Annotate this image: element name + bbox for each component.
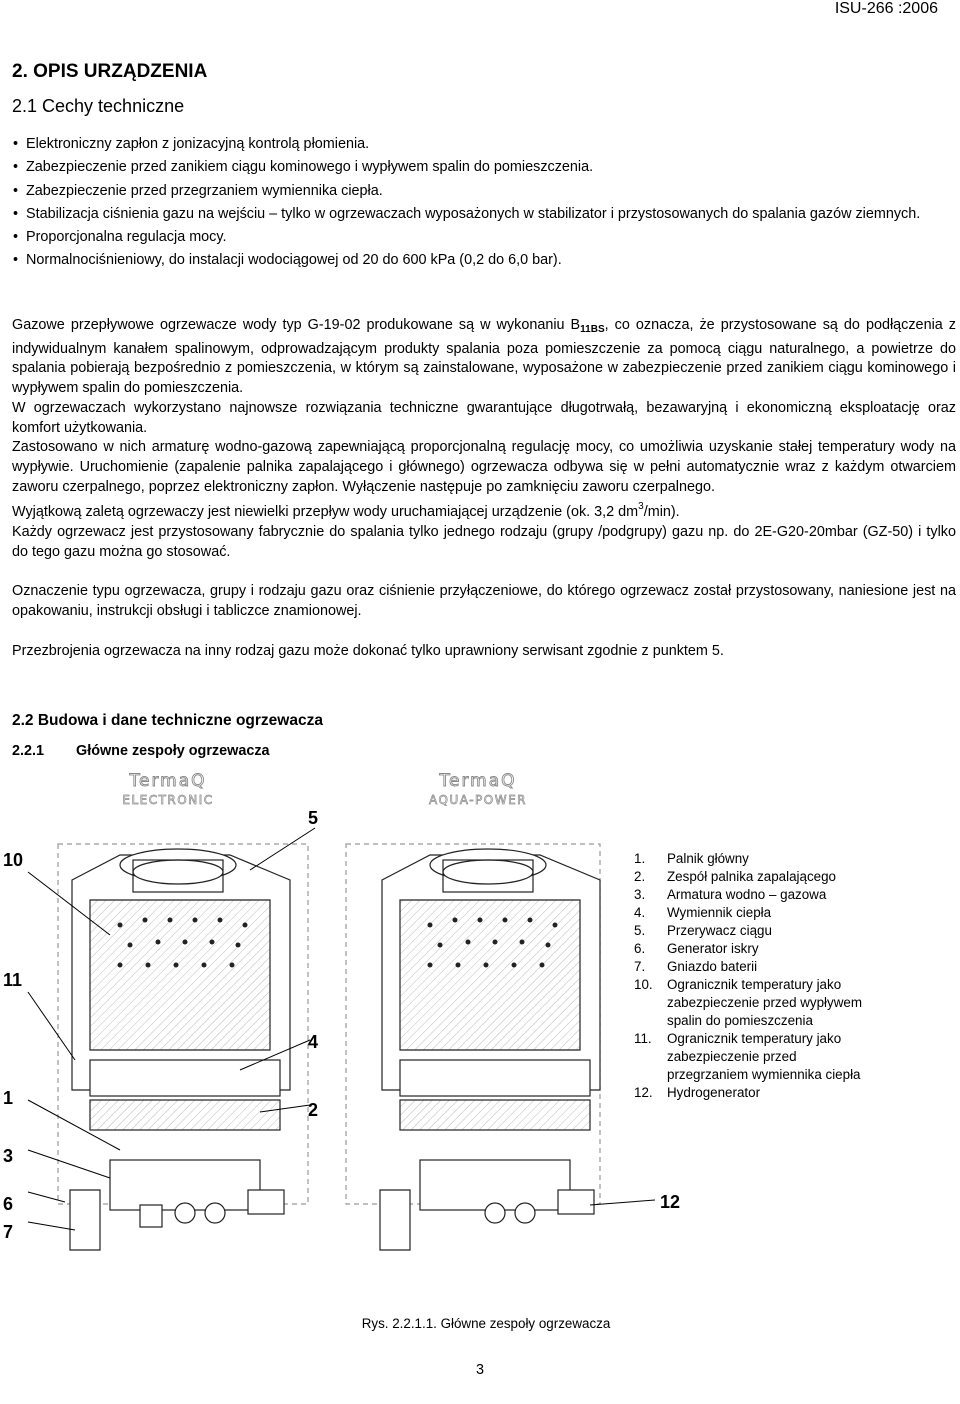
paragraph-text: /min). <box>643 504 680 521</box>
heater-electronic-drawing <box>58 844 308 1250</box>
description-body <box>12 316 956 662</box>
callout-6: 6 <box>3 1194 14 1214</box>
callout-2: 2 <box>308 1100 319 1120</box>
legend-text: Wymiennik ciepła <box>667 905 772 920</box>
paragraph <box>12 497 956 523</box>
section-title: 2. OPIS URZĄDZENIA <box>12 61 208 82</box>
paragraph-text: Gazowe przepływowe ogrzewacze wody typ G-19-02 produkowane są w wykonaniu B <box>12 317 581 333</box>
section-subtitle: 2.1 Cechy techniczne <box>12 96 185 116</box>
subsubsection-label: Główne zespoły ogrzewacza <box>76 743 270 759</box>
callout-11: 11 <box>3 970 23 990</box>
feature-list <box>12 133 947 273</box>
legend-number: 12. <box>634 1085 653 1100</box>
list-item: • Stabilizacja ciśnienia gazu na wejściu – tylko w ogrzewaczach wyposażonych w stabilizator i przystosowanych do spalania gazów ziemnych. <box>12 203 947 226</box>
callout-1: 1 <box>3 1088 14 1108</box>
component-legend <box>634 850 874 1102</box>
legend-text: Palnik główny <box>667 851 749 866</box>
legend-row <box>634 1084 874 1102</box>
legend-row <box>634 904 874 922</box>
paragraph: Zastosowano w nich armaturę wodno-gazową zapewniającą proporcjonalną regulację mocy, co umożliwia uzyskanie stałej temperatury wody na wypływie. Uruchomienie (zapalenie palnika zapalającego i głównego) ogrzewacza odbywa się w pełni automatycznie wraz z każdym otwarciem zaworu czerpalnego, poprzez elektroniczny zapłon. Wyłączenie następuje po zamknięciu zaworu czerpalnego. <box>12 439 956 495</box>
legend-text: Przerywacz ciągu <box>667 923 772 938</box>
figure-caption: Rys. 2.2.1.1. Główne zespoły ogrzewacza <box>361 1316 611 1331</box>
superscript: 3 <box>638 501 644 513</box>
subsection-title: 2.2 Budowa i dane techniczne ogrzewacza <box>12 712 323 729</box>
paragraph: W ogrzewaczach wykorzystano najnowsze rozwiązania techniczne gwarantujące długotrwałą, bezawaryjną i ekonomiczną eksploatację oraz komfort użytkowania. <box>12 399 956 436</box>
paragraph: Przezbrojenia ogrzewacza na inny rodzaj gazu może dokonać tylko uprawniony serwisant zgodnie z punktem 5. <box>12 642 724 659</box>
legend-text: Generator iskry <box>667 941 759 956</box>
legend-row <box>634 868 874 886</box>
list-item: • Proporcjonalna regulacja mocy. <box>12 226 947 249</box>
subscript: 11BS <box>580 324 605 335</box>
legend-row <box>634 958 874 976</box>
list-item: • Zabezpieczenie przed zanikiem ciągu kominowego i wypływem spalin do pomieszczenia. <box>12 156 947 179</box>
legend-number: 10. <box>634 977 653 992</box>
legend-number: 3. <box>634 887 646 902</box>
paragraph: Oznaczenie typu ogrzewacza, grupy i rodzaju gazu oraz ciśnienie przyłączeniowe, do którego ogrzewacz został przystosowany, naniesione jest na opakowaniu, instrukcji obsługi i tabliczce znamionowej. <box>12 583 956 620</box>
legend-number: 1. <box>634 851 646 866</box>
list-item: • Normalnociśnieniowy, do instalacji wodociągowej od 20 do 600 kPa (0,2 do 6,0 bar). <box>12 249 947 272</box>
list-item: • Zabezpieczenie przed przegrzaniem wymiennika ciepła. <box>12 180 947 203</box>
callout-3: 3 <box>3 1146 14 1166</box>
subsubsection-number: 2.2.1 <box>12 743 45 759</box>
subsubsection-title <box>12 743 270 759</box>
brand-logo-left: TermaQ <box>129 771 207 791</box>
legend-row <box>634 976 874 1030</box>
callout-4: 4 <box>308 1032 319 1052</box>
paragraph <box>12 316 956 399</box>
callout-5: 5 <box>308 808 319 828</box>
brand-logo-right: TermaQ <box>439 771 517 791</box>
legend-text: Hydrogenerator <box>667 1085 761 1100</box>
legend-number: 4. <box>634 905 646 920</box>
legend-row <box>634 940 874 958</box>
paragraph-text: Wyjątkową zaletą ogrzewaczy jest niewielki przepływ wody uruchamiającej urządzenie (ok. 3,2 dm <box>12 504 639 521</box>
legend-row <box>634 886 874 904</box>
document-id: ISU-266 :2006 <box>834 0 938 17</box>
callout-7: 7 <box>3 1222 14 1242</box>
legend-text: Ogranicznik temperatury jako zabezpieczenie przed wypływem spalin do pomieszczenia <box>667 977 863 1028</box>
legend-text: Zespół palnika zapalającego <box>667 869 836 884</box>
model-label-right: AQUA-POWER <box>429 793 527 807</box>
list-item: • Elektroniczny zapłon z jonizacyjną kontrolą płomienia. <box>12 133 947 156</box>
paragraph: Każdy ogrzewacz jest przystosowany fabrycznie do spalania tylko jednego rodzaju (grupy /podgrupy) gazu np. do 2E-G20-20mbar (GZ-50) i tylko do tego gazu można go stosować. <box>12 524 956 560</box>
legend-text: Gniazdo baterii <box>667 959 758 974</box>
callout-12: 12 <box>660 1192 681 1212</box>
legend-text: Ogranicznik temperatury jako zabezpieczenie przed przegrzaniem wymiennika ciepła <box>667 1031 861 1082</box>
legend-number: 7. <box>634 959 646 974</box>
heater-aqua-power-drawing <box>346 844 600 1250</box>
legend-number: 2. <box>634 869 646 884</box>
legend-number: 6. <box>634 941 646 956</box>
legend-number: 11. <box>634 1031 652 1046</box>
page-number: 3 <box>475 1362 484 1378</box>
model-label-left: ELECTRONIC <box>122 793 214 807</box>
legend-number: 5. <box>634 923 646 938</box>
legend-row <box>634 850 874 868</box>
paragraph-text: , co oznacza, że przystosowane są do podłączenia z indywidualnym kanałem spalinowym, odprowadzającym produkty spalania poza pomieszczenie za pomocą ciągu naturalnego, a powietrze do spalania pobierają bezpośrednio z pomieszczenia, w którym są zainstalowane, wyposażone w zabezpieczenie przed zanikiem ciągu kominowego i wypływem spalin do pomieszczenia. <box>12 317 956 397</box>
legend-text: Armatura wodno – gazowa <box>667 887 827 902</box>
callout-10: 10 <box>3 850 24 870</box>
legend-row <box>634 922 874 940</box>
legend-row <box>634 1030 874 1084</box>
